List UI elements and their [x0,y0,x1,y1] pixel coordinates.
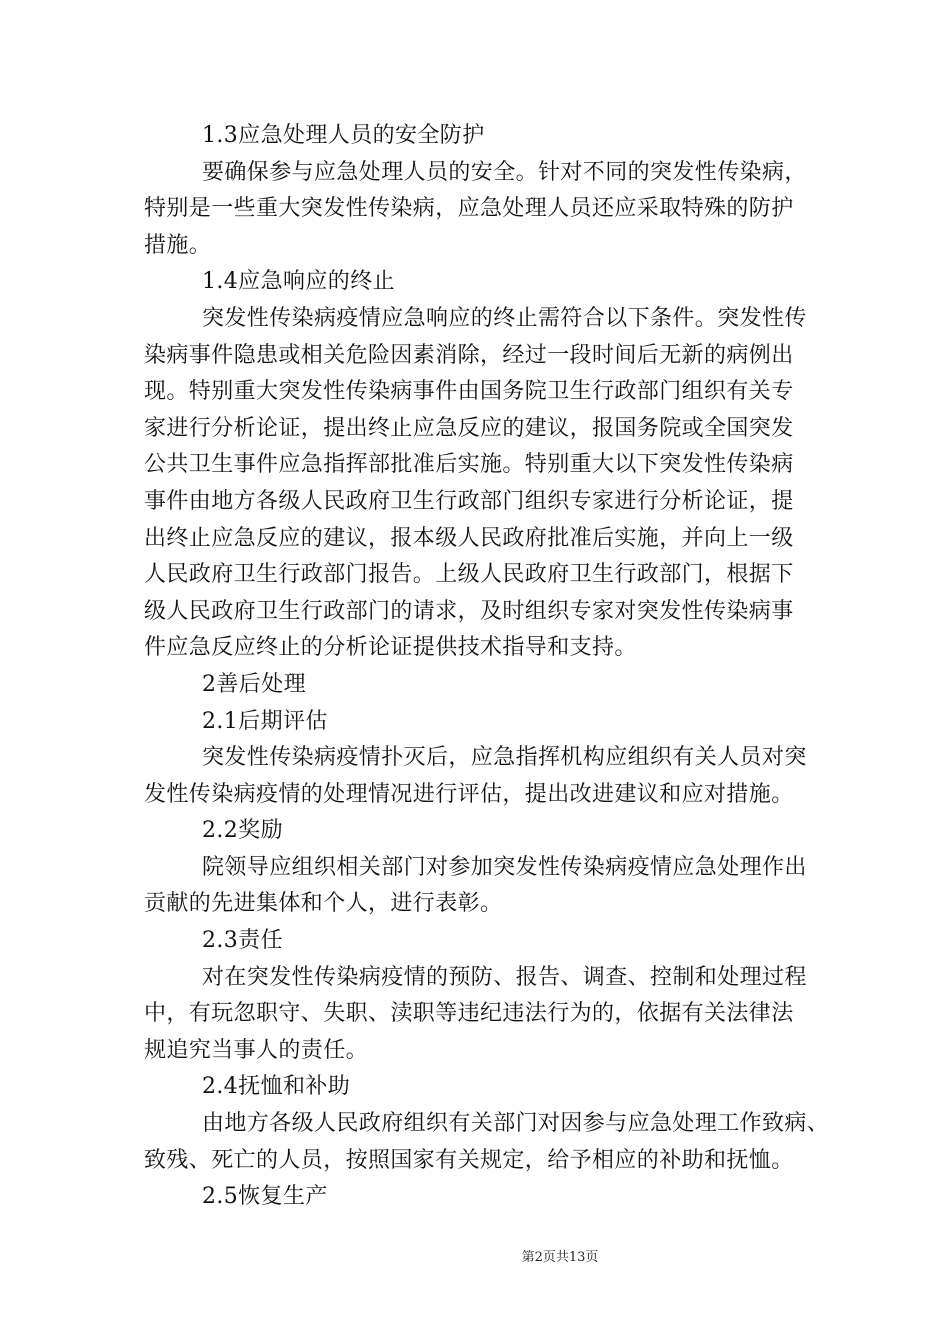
text-line: 突发性传染病疫情扑灭后，应急指挥机构应组织有关人员对突 [202,745,807,771]
text-line: 中，有玩忽职守、失职、渎职等违纪违法行为的，依据有关法律法 [144,1001,794,1027]
text-line: 2.1后期评估 [202,708,328,734]
text-line: 措施。 [144,232,212,258]
text-line: 2.3责任 [202,928,283,954]
text-line: 件应急反应终止的分析论证提供技术指导和支持。 [144,635,637,661]
text-line: 家进行分析论证，提出终止应急反应的建议，报国务院或全国突发 [144,415,794,441]
text-line: 由地方各级人民政府组织有关部门对因参与应急处理工作致病、 [202,1111,830,1137]
text-line: 贡献的先进集体和个人，进行表彰。 [144,891,503,917]
text-line: 2善后处理 [202,671,306,697]
text-line: 公共卫生事件应急指挥部批准后实施。特别重大以下突发性传染病 [144,452,794,478]
text-line: 发性传染病疫情的处理情况进行评估，提出改进建议和应对措施。 [144,781,794,807]
text-line: 人民政府卫生行政部门报告。上级人民政府卫生行政部门，根据下 [144,562,794,588]
text-line: 致残、死亡的人员，按照国家有关规定，给予相应的补助和抚恤。 [144,1147,794,1173]
text-line: 2.5恢复生产 [202,1184,328,1210]
text-line: 1.4应急响应的终止 [202,269,395,295]
page-footer: 第2页共13页 [521,1250,599,1265]
text-line: 突发性传染病疫情应急响应的终止需符合以下条件。突发性传 [202,305,807,331]
text-line: 规追究当事人的责任。 [144,1037,369,1063]
text-line: 院领导应组织相关部门对参加突发性传染病疫情应急处理作出 [202,854,807,880]
text-line: 出终止应急反应的建议，报本级人民政府批准后实施，并向上一级 [144,525,794,551]
text-line: 特别是一些重大突发性传染病，应急处理人员还应采取特殊的防护 [144,196,794,222]
text-line: 现。特别重大突发性传染病事件由国务院卫生行政部门组织有关专 [144,379,794,405]
text-line: 级人民政府卫生行政部门的请求，及时组织专家对突发性传染病事 [144,598,794,624]
text-line: 要确保参与应急处理人员的安全。针对不同的突发性传染病， [202,159,807,185]
text-line: 2.4抚恤和补助 [202,1074,351,1100]
text-line: 2.2奖励 [202,818,283,844]
text-line: 事件由地方各级人民政府卫生行政部门组织专家进行分析论证，提 [144,488,794,514]
document-body [144,118,830,1216]
text-line: 1.3应急处理人员的安全防护 [202,123,485,148]
text-line: 染病事件隐患或相关危险因素消除，经过一段时间后无新的病例出 [144,342,794,368]
text-line: 对在突发性传染病疫情的预防、报告、调查、控制和处理过程 [202,964,807,990]
